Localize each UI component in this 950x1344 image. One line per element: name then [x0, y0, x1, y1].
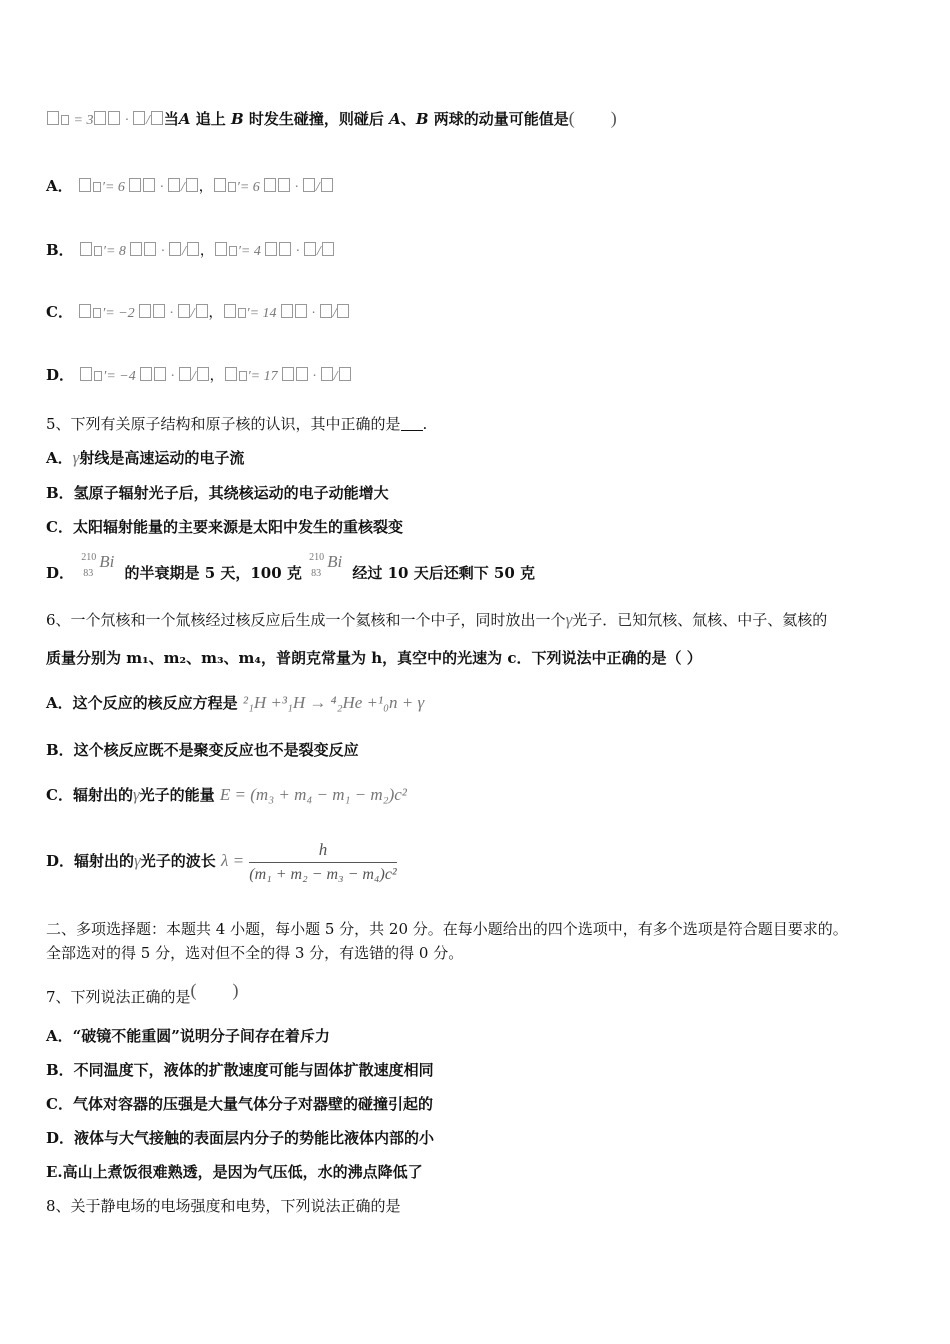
- q6-option-d[interactable]: [46, 838, 397, 884]
- q5-option-d[interactable]: [46, 552, 536, 583]
- bi-nuclide-1: [79, 552, 119, 579]
- q4-stem-a2: A: [389, 110, 401, 128]
- q6-option-c[interactable]: [46, 785, 407, 805]
- option-text: 射线是高速运动的电子流: [79, 449, 245, 467]
- option-letter: B．: [46, 241, 74, 259]
- q5-answer-blank[interactable]: [401, 416, 423, 431]
- option-text-2: 光子的波长: [140, 852, 216, 870]
- option-text: A．“破镜不能重圆”说明分子间存在着斥力: [46, 1027, 330, 1045]
- q6-stem-text-b: 光子．已知氘核、氚核、中子、氦核的: [572, 611, 828, 629]
- option-formula: ′= −2 · / ， ′= 14 · /: [78, 306, 350, 321]
- energy-formula: E = (m₃ + m₄ − m₁ − m₂)c²: [219, 785, 407, 804]
- option-text-1: C．辐射出的: [46, 786, 133, 804]
- fraction-numerator: h: [249, 840, 396, 863]
- option-text-2: 光子的能量: [139, 786, 215, 804]
- q4-option-a[interactable]: [46, 176, 334, 198]
- q7-stem: [46, 980, 239, 1007]
- option-value-a: ′= −4: [103, 369, 136, 384]
- option-comma: ，: [199, 244, 214, 259]
- section-2-line-1: 二、多项选择题：本题共 4 小题，每小题 5 分，共 20 分。在每小题给出的四个选项中，有多个选项是符合题目要求的。: [46, 920, 848, 938]
- q6-stem-text-2: 质量分别为 m₁、m₂、m₃、m₄，普朗克常量为 h，真空中的光速为 c．下列说法中正确的是（ ）: [46, 649, 702, 667]
- option-text: E.高山上煮饭很难熟透，是因为气压低，水的沸点降低了: [46, 1163, 423, 1181]
- q7-option-c[interactable]: [46, 1094, 433, 1114]
- q4-stem-b: B: [230, 110, 244, 128]
- lambda-symbol: λ =: [220, 851, 245, 870]
- q4-stem-text-3: 时发生碰撞，则碰后: [248, 110, 384, 128]
- option-comma: ，: [208, 306, 223, 321]
- q4-stem-text-2: 追上: [195, 110, 226, 128]
- option-value-a: ′= 8: [102, 244, 126, 259]
- bi-atomic-number: 83: [311, 568, 322, 579]
- option-text: C．气体对容器的压强是大量气体分子对器壁的碰撞引起的: [46, 1095, 433, 1113]
- section-2-line-2: 全部选对的得 5 分，选对但不全的得 3 分，有选错的得 0 分。: [46, 944, 464, 962]
- option-text: B．氢原子辐射光子后，其绕核运动的电子动能增大: [46, 484, 389, 502]
- reaction-equation: ²₁H +³₁H → ⁴₂He +¹₀n + γ: [242, 693, 425, 712]
- option-letter: D．: [46, 564, 75, 582]
- q4-option-b[interactable]: [46, 240, 335, 262]
- option-letter: A．: [46, 177, 73, 195]
- q7-option-d[interactable]: [46, 1128, 434, 1148]
- option-value-a: ′= 6: [101, 180, 125, 195]
- gamma-symbol: γ: [565, 610, 573, 629]
- bi-symbol: Bi: [99, 552, 115, 571]
- bi-nuclide-2: [307, 552, 347, 579]
- bi-mass-number: 210: [81, 552, 97, 563]
- q5-option-c[interactable]: [46, 517, 403, 537]
- q5-stem: [46, 414, 427, 434]
- option-text: D．液体与大气接触的表面层内分子的势能比液体内部的小: [46, 1129, 435, 1147]
- q4-option-d[interactable]: [46, 365, 352, 387]
- section-2-instructions: [46, 943, 463, 963]
- option-text: B．这个核反应既不是聚变反应也不是裂变反应: [46, 741, 359, 759]
- option-text: C．太阳辐射能量的主要来源是太阳中发生的重核裂变: [46, 518, 403, 536]
- q5-option-b[interactable]: [46, 483, 389, 503]
- q4-stem-text-4: 两球的动量可能值是: [433, 110, 569, 128]
- fraction-denominator: (m₁ + m₂ − m₃ − m₄)c²: [249, 865, 397, 883]
- option-formula: ′= 6 · / ， ′= 6 · /: [78, 180, 334, 195]
- option-value-a: ′= −2: [102, 306, 135, 321]
- option-text-2: 经过 10 天后还剩下 50 克: [352, 564, 536, 582]
- bi-mass-number: 210: [309, 552, 325, 563]
- gamma-symbol: γ: [134, 851, 141, 870]
- option-text: B．不同温度下，液体的扩散速度可能与固体扩散速度相同: [46, 1061, 434, 1079]
- q7-option-a[interactable]: [46, 1026, 330, 1046]
- q4-stem-formula-eq: = 3: [73, 113, 94, 128]
- option-letter: C．: [46, 303, 73, 321]
- q4-stem: [46, 108, 617, 131]
- option-value-b: ′= 17: [247, 369, 278, 384]
- option-formula: ′= −4 · / ， ′= 17 · /: [79, 369, 351, 384]
- q6-option-a[interactable]: [46, 693, 424, 713]
- option-text-1: 的半衰期是 5 天，100 克: [124, 564, 302, 582]
- option-comma: ，: [198, 180, 213, 195]
- q6-stem-text-a: 6、一个氘核和一个氚核经过核反应后生成一个氦核和一个中子，同时放出一个: [46, 611, 566, 629]
- option-comma: ，: [209, 369, 224, 384]
- q5-stem-text: 5、下列有关原子结构和原子核的认识，其中正确的是: [46, 415, 401, 433]
- q7-answer-paren: ( ): [190, 980, 239, 1000]
- q4-stem-formula: = 3 · /: [46, 113, 164, 128]
- gamma-symbol: γ: [132, 785, 140, 804]
- bi-atomic-number: 83: [83, 568, 94, 579]
- wavelength-fraction: [249, 840, 396, 885]
- option-value-b: ′= 6: [236, 180, 260, 195]
- q4-answer-paren: ( ): [568, 108, 617, 128]
- option-text-1: D．辐射出的: [46, 852, 135, 870]
- option-letter: D．: [46, 366, 75, 384]
- option-value-b: ′= 4: [237, 244, 261, 259]
- q7-stem-text: 7、下列说法正确的是: [46, 988, 191, 1006]
- q7-option-b[interactable]: [46, 1060, 434, 1080]
- gamma-symbol: γ: [72, 448, 80, 467]
- q4-stem-a: A: [178, 110, 191, 128]
- q5-option-a[interactable]: [46, 448, 244, 468]
- q6-option-b[interactable]: [46, 740, 359, 760]
- q8-stem: [46, 1196, 401, 1216]
- option-formula: ′= 8 · / ， ′= 4 · /: [79, 244, 335, 259]
- q4-option-c[interactable]: [46, 302, 350, 324]
- q6-stem-line-2: [46, 648, 702, 668]
- q4-stem-sep: 、: [400, 110, 416, 128]
- q5-stem-end: .: [422, 415, 428, 433]
- option-value-b: ′= 14: [246, 306, 277, 321]
- option-letter: A．: [46, 449, 73, 467]
- q4-stem-b2: B: [415, 110, 429, 128]
- bi-symbol: Bi: [327, 552, 343, 571]
- q4-stem-text-1: 当: [163, 110, 179, 128]
- q6-stem-line-1: [46, 610, 827, 630]
- q7-option-e[interactable]: [46, 1162, 423, 1182]
- section-2-heading: [46, 919, 848, 939]
- option-text: A．这个反应的核反应方程是: [46, 694, 238, 712]
- q8-stem-text: 8、关于静电场的电场强度和电势，下列说法正确的是: [46, 1197, 401, 1215]
